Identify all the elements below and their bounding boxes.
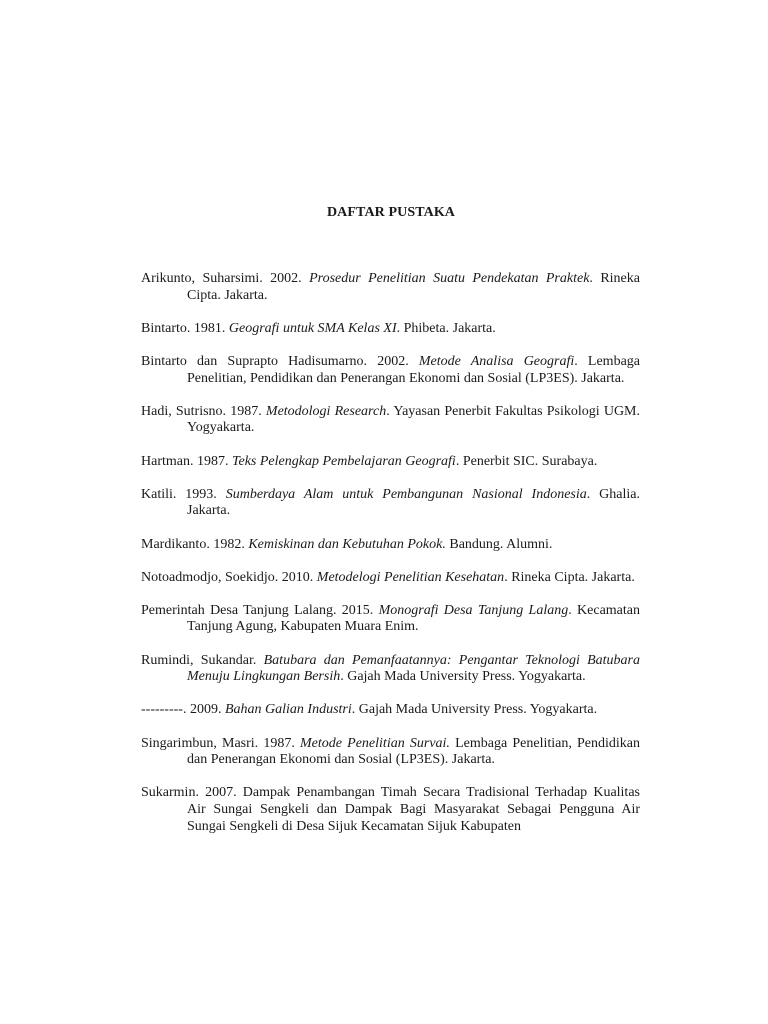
reference-entry: [141, 454, 640, 471]
reference-publisher: . Gajah Mada University Press. Yogyakarta.: [340, 669, 586, 685]
reference-title: Geografi untuk SMA Kelas XI: [228, 320, 397, 336]
reference-entry: [141, 570, 640, 587]
reference-author-year: Bintarto dan Suprapto Hadisumarno. 2002.: [141, 353, 419, 369]
reference-author-year: Hadi, Sutrisno. 1987.: [141, 403, 266, 419]
reference-title: Metodologi Research: [265, 403, 387, 419]
reference-author-year: Sukarmin. 2007. Dampak Penambangan Timah Secara Tradisional Terhadap Kualitas Air Sungai Sengkeli dan Dampak Bagi Masyarakat Sebagai Pengguna Air Sungai Sengkeli di Desa Sijuk Kecamatan Sijuk Kabupaten: [141, 785, 640, 834]
reference-entry: [141, 354, 640, 387]
reference-author-year: Arikunto, Suharsimi. 2002.: [141, 271, 310, 286]
reference-author-year: Pemerintah Desa Tanjung Lalang. 2015.: [141, 602, 379, 618]
reference-title: Prosedur Penelitian Suatu Pendekatan Praktek: [309, 271, 590, 286]
reference-title: Teks Pelengkap Pembelajaran Geografi: [231, 453, 456, 469]
reference-author-year: Bintarto. 1981.: [141, 320, 229, 336]
reference-publisher: Lembaga Penelitian, Pendidikan dan Penerangan Ekonomi dan Sosial (LP3ES). Jakarta.: [187, 735, 641, 768]
reference-author-year: Singarimbun, Masri. 1987.: [141, 735, 301, 751]
reference-author-year: Rumindi, Sukandar.: [141, 652, 264, 668]
reference-entry: [141, 404, 640, 437]
reference-publisher: . Lembaga Penelitian, Pendidikan dan Penerangan Ekonomi dan Sosial (LP3ES). Jakarta.: [187, 353, 640, 386]
reference-title: Metode Penelitian Survai.: [300, 735, 450, 751]
reference-entry: [141, 603, 640, 636]
reference-title: Batubara dan Pemanfaatannya: Pengantar Teknologi Batubara Menuju Lingkungan Bersih: [187, 652, 640, 685]
reference-title: Metode Analisa Geografi: [418, 353, 575, 369]
reference-entry: [141, 785, 640, 835]
reference-author-year: ---------. 2009.: [141, 702, 225, 718]
reference-publisher: . Yayasan Penerbit Fakultas Psikologi UGM. Yogyakarta.: [187, 403, 641, 436]
reference-title: Sumberdaya Alam untuk Pembangunan Nasional Indonesia: [225, 486, 587, 502]
reference-publisher: . Kecamatan Tanjung Agung, Kabupaten Muara Enim.: [187, 602, 640, 635]
reference-publisher: . Rineka Cipta. Jakarta.: [187, 271, 640, 303]
reference-title: Kemiskinan dan Kebutuhan Pokok.: [248, 536, 446, 552]
reference-publisher: . Gajah Mada University Press. Yogyakarta.: [351, 702, 598, 718]
reference-publisher: . Phibeta. Jakarta.: [396, 320, 496, 336]
reference-entry: [141, 321, 640, 338]
reference-list: [141, 271, 640, 852]
reference-entry: [141, 271, 640, 304]
reference-publisher: Bandung. Alumni.: [445, 536, 553, 552]
reference-publisher: . Penerbit SIC. Surabaya.: [455, 453, 598, 469]
page-title: DAFTAR PUSTAKA: [326, 205, 456, 220]
reference-entry: [141, 702, 640, 719]
reference-entry: [141, 736, 640, 769]
reference-author-year: Notoadmodjo, Soekidjo. 2010.: [141, 569, 317, 585]
reference-author-year: Mardikanto. 1982.: [141, 536, 249, 552]
reference-title: Monografi Desa Tanjung Lalang: [378, 602, 569, 618]
reference-title: Metodelogi Penelitian Kesehatan: [316, 569, 505, 585]
reference-title: Bahan Galian Industri: [224, 702, 352, 718]
reference-publisher: . Rineka Cipta. Jakarta.: [504, 569, 635, 585]
reference-author-year: Katili. 1993.: [141, 486, 226, 502]
reference-entry: [141, 487, 640, 520]
reference-entry: [141, 537, 640, 554]
reference-publisher: . Ghalia. Jakarta.: [187, 486, 640, 519]
reference-author-year: Hartman. 1987.: [141, 453, 232, 469]
reference-entry: [141, 653, 640, 686]
